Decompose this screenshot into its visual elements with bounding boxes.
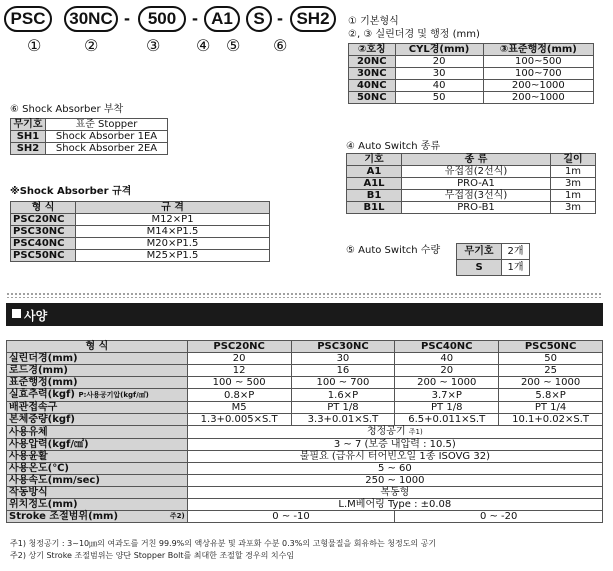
code-separator: -: [277, 8, 283, 28]
code-number: ②: [84, 36, 99, 55]
table-header: CYL경(mm): [395, 44, 483, 56]
spec-section-bar: [6, 303, 603, 326]
code-number: ④: [196, 36, 211, 55]
table-row: 사용온도(℃) 5 ~ 60: [7, 463, 603, 475]
bore-stroke-table: [348, 43, 594, 104]
code-part-basic: PSC: [4, 6, 52, 32]
table-header: 규 격: [76, 202, 270, 214]
table-row: SH1 Shock Absorber 1EA: [11, 131, 168, 143]
code-number: ⑥: [273, 36, 288, 55]
shock-absorber-table: [10, 118, 168, 155]
code-separator: -: [192, 8, 198, 28]
merged-value: 청정공기: [366, 426, 406, 437]
table-header: 기호: [347, 154, 402, 166]
table-row: 50NC 50 200~1000: [349, 92, 594, 104]
row-label: Stroke 조절범위(mm): [9, 511, 119, 522]
code-part-bore: 30NC: [64, 6, 118, 32]
code-part-shock: SH2: [290, 6, 336, 32]
code-number: ③: [146, 36, 161, 55]
table-row: 40NC 40 200~1000: [349, 80, 594, 92]
footnote: 주1) 청정공기 : 3~10㎛의 여과도를 거친 99.9%의 액상유분 및 과포화 수분 0.3%의 고형물질을 회유하는 청정도의 공기: [10, 539, 437, 548]
table-row: 실효추력(kgf) P:사용공기압(kgf/㎠) 0.8×P 1.6×P 3.7×P 5.8×P: [7, 389, 603, 402]
table-header: PSC40NC: [395, 341, 499, 353]
table-header: 종 류: [402, 154, 551, 166]
table-header: 길이: [551, 154, 596, 166]
spec-section-title: 사양: [24, 309, 48, 323]
table-row: A1L PRO-A1 3m: [347, 178, 596, 190]
table-header: 형 식: [7, 341, 188, 353]
footnote: 주2) 상기 Stroke 조절범위는 양단 Stopper Bolt를 최대한 조절할 경우의 치수임: [10, 551, 295, 560]
table-row: 로드경(mm) 12 16 20 25: [7, 365, 603, 377]
table-row: 사용압력(kgf/㎠) 3 ~ 7 (보증 내압력 : 10.5): [7, 439, 603, 451]
code-number: ①: [27, 36, 42, 55]
table-header: PSC30NC: [291, 341, 395, 353]
square-bullet-icon: [12, 309, 21, 318]
code-separator: -: [124, 8, 130, 28]
table-row: 무기호 2개: [457, 244, 530, 260]
table-row: 작동방식 복동형: [7, 487, 603, 499]
code-part-stroke: 500: [138, 6, 186, 32]
table-row: PSC30NC M14×P1.5: [11, 226, 270, 238]
table-row: PSC50NC M25×P1.5: [11, 250, 270, 262]
table-header: 형 식: [11, 202, 76, 214]
footnote-ref: 주2): [169, 512, 185, 520]
table-row: A1 유접점(2선식) 1m: [347, 166, 596, 178]
table-row: 사용유체 청정공기 주1): [7, 426, 603, 439]
code-number: ⑤: [226, 36, 241, 55]
shock-absorber-title: ⑥ Shock Absorber 부착: [10, 104, 124, 115]
table-row: 위치정도(mm) L.M베어링 Type : ±0.08: [7, 499, 603, 511]
table-header: PSC50NC: [499, 341, 603, 353]
legend-bore-stroke: ②, ③ 실린더경 및 행정 (mm): [348, 29, 480, 40]
code-part-switch: A1: [204, 6, 240, 32]
table-row: 실린더경(mm) 20 30 40 50: [7, 353, 603, 365]
table-row: Stroke 조절범위(mm) 주2) 0 ~ -10 0 ~ -20: [7, 511, 603, 523]
auto-switch-table: [346, 153, 596, 214]
table-row: 사용속도(mm/sec) 250 ~ 1000: [7, 475, 603, 487]
legend-basic-type: ① 기본형식: [348, 16, 399, 27]
table-row: 사용윤활 불필요 (급유시 터어빈오일 1종 ISOVG 32): [7, 451, 603, 463]
table-row: 표준행정(mm) 100 ~ 500 100 ~ 700 200 ~ 1000 200 ~ 1000: [7, 377, 603, 389]
table-row: 배관접속구 M5 PT 1/8 PT 1/8 PT 1/4: [7, 402, 603, 414]
table-row: SH2 Shock Absorber 2EA: [11, 143, 168, 155]
switch-qty-title: ⑤ Auto Switch 수량: [346, 245, 441, 256]
code-part-switch-qty: S: [246, 6, 272, 32]
row-sublabel: P:사용공기압(kgf/㎠): [78, 391, 149, 399]
shock-spec-title: ※Shock Absorber 규격: [10, 186, 132, 197]
table-row: 본체중량(kgf) 1.3+0.005×S.T 3.3+0.01×S.T 6.5+0.011×S.T 10.1+0.02×S.T: [7, 414, 603, 426]
table-row: 20NC 20 100~500: [349, 56, 594, 68]
table-header: PSC20NC: [187, 341, 291, 353]
table-header: ③표준행정(mm): [483, 44, 593, 56]
table-row: 30NC 30 100~700: [349, 68, 594, 80]
auto-switch-title: ④ Auto Switch 종류: [346, 141, 441, 152]
table-row: PSC40NC M20×P1.5: [11, 238, 270, 250]
table-row: 무기호 표준 Stopper: [11, 119, 168, 131]
table-header: ②호칭: [349, 44, 396, 56]
table-row: B1L PRO-B1 3m: [347, 202, 596, 214]
shock-spec-table: [10, 201, 270, 262]
table-row: B1 무접점(3선식) 1m: [347, 190, 596, 202]
table-row: PSC20NC M12×P1: [11, 214, 270, 226]
row-label: 실효추력(kgf): [9, 389, 75, 400]
table-row: S 1개: [457, 260, 530, 276]
switch-qty-table: [456, 243, 530, 276]
footnote-ref: 주1): [408, 428, 423, 436]
section-divider: [6, 292, 603, 298]
spec-table: [6, 340, 603, 523]
